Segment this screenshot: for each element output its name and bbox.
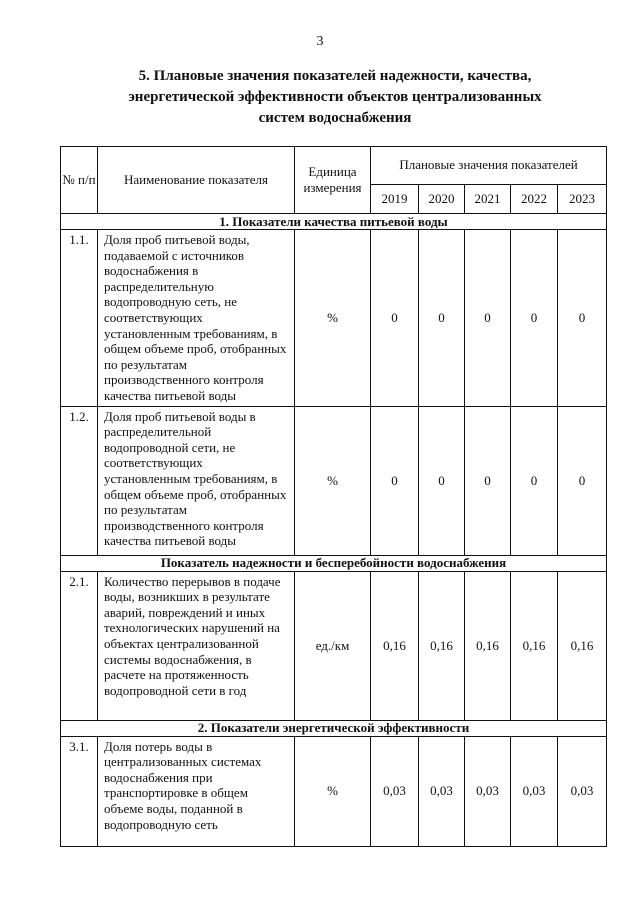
year-header: 2023: [558, 184, 607, 213]
unit-cell: %: [295, 736, 371, 846]
indicator-name: Доля потерь воды в централизованных системах водоснабжения при транспортировке в общем объеме воды, поданной в водопроводную сеть: [98, 736, 295, 846]
value-cell: 0,16: [371, 571, 419, 720]
section-row: [61, 555, 607, 571]
header-name: Наименование показателя: [98, 147, 295, 214]
value-cell: 0: [511, 406, 558, 555]
unit-cell: %: [295, 230, 371, 407]
table-row: [61, 406, 607, 555]
table-row: [61, 571, 607, 720]
value-cell: 0,16: [558, 571, 607, 720]
year-header: 2020: [419, 184, 465, 213]
value-cell: 0,16: [465, 571, 511, 720]
indicator-name: Доля проб питьевой воды, подаваемой с источников водоснабжения в распределительную водопроводную сеть, не соответствующих установленным требованиям, в общем объеме проб, отобранных по результатам производственного контроля качества питьевой воды: [98, 230, 295, 407]
table-row: [61, 736, 607, 846]
section-title: Показатель надежности и бесперебойности водоснабжения: [61, 555, 607, 571]
value-cell: 0,03: [511, 736, 558, 846]
value-cell: 0,03: [419, 736, 465, 846]
section-title: 1. Показатели качества питьевой воды: [61, 214, 607, 230]
document-title: [100, 66, 570, 129]
header-row: [61, 147, 607, 185]
row-number: 2.1.: [61, 571, 98, 720]
title-line: энергетической эффективности объектов централизованных: [128, 89, 542, 105]
value-cell: 0: [371, 230, 419, 407]
value-cell: 0,03: [371, 736, 419, 846]
header-unit: Единица измерения: [295, 147, 371, 214]
year-header: 2021: [465, 184, 511, 213]
indicators-table: [60, 146, 607, 847]
value-cell: 0,03: [465, 736, 511, 846]
value-cell: 0: [558, 406, 607, 555]
table-row: [61, 230, 607, 407]
section-row: [61, 214, 607, 230]
title-line: систем водоснабжения: [258, 110, 412, 126]
value-cell: 0: [465, 406, 511, 555]
indicator-name: Количество перерывов в подаче воды, возникших в результате аварий, повреждений и иных технологических нарушений на объектах централизованной системы водоснабжения, в расчете на протяженность водопроводной сети в год: [98, 571, 295, 720]
value-cell: 0: [371, 406, 419, 555]
indicator-name: Доля проб питьевой воды в распределительной водопроводной сети, не соответствующих установленным требованиям, в общем объеме проб, отобранных по результатам производственного контроля качества питьевой воды: [98, 406, 295, 555]
row-number: 1.1.: [61, 230, 98, 407]
year-header: 2022: [511, 184, 558, 213]
section-row: [61, 720, 607, 736]
header-number: № п/п: [61, 147, 98, 214]
header-planned-values: Плановые значения показателей: [371, 147, 607, 185]
value-cell: 0: [511, 230, 558, 407]
value-cell: 0: [465, 230, 511, 407]
title-line: 5. Плановые значения показателей надежности, качества,: [138, 68, 532, 84]
value-cell: 0,16: [419, 571, 465, 720]
value-cell: 0: [419, 230, 465, 407]
page-number: 3: [316, 34, 324, 49]
unit-cell: %: [295, 406, 371, 555]
year-header: 2019: [371, 184, 419, 213]
value-cell: 0: [558, 230, 607, 407]
value-cell: 0,03: [558, 736, 607, 846]
row-number: 1.2.: [61, 406, 98, 555]
value-cell: 0: [419, 406, 465, 555]
row-number: 3.1.: [61, 736, 98, 846]
unit-cell: ед./км: [295, 571, 371, 720]
section-title: 2. Показатели энергетической эффективности: [61, 720, 607, 736]
value-cell: 0,16: [511, 571, 558, 720]
